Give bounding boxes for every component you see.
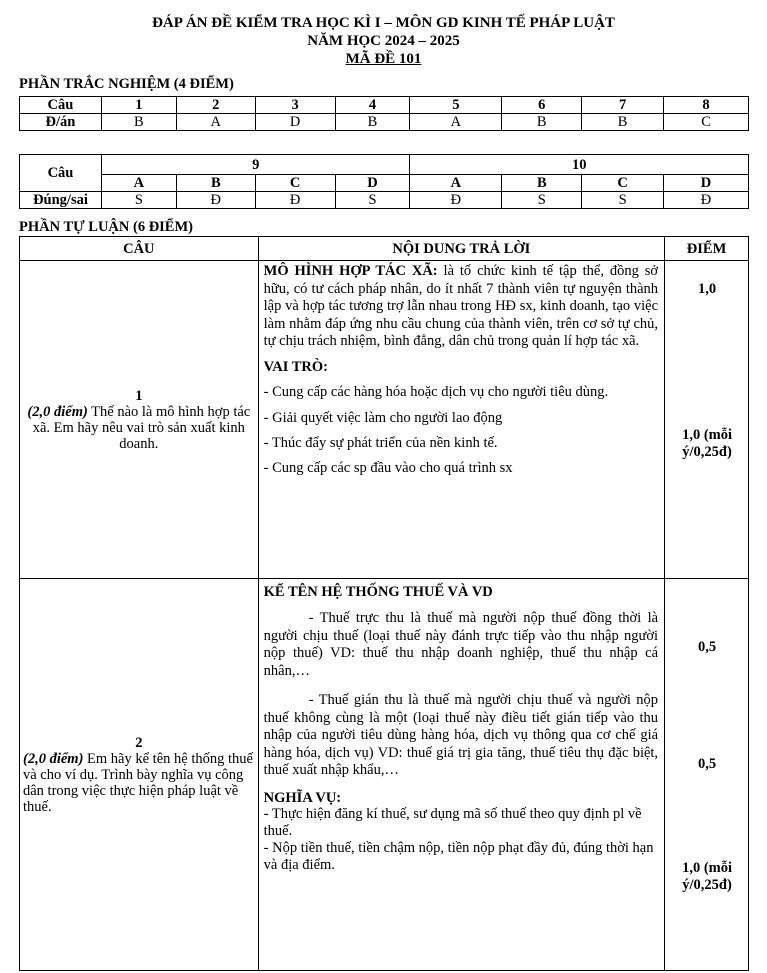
question-number: 6 [502,97,582,114]
points-direct: 0,5 [698,639,717,655]
role-item: - Thúc đẩy sự phát triển của nền kinh tế. [263,434,498,451]
sub-label: A [410,175,502,192]
definition-text: là tổ chức kinh tế tập thể, đồng sở hữu, có tư cách pháp nhân, do ít nhất 7 thành viên tự nguyện thành lập và hợp tác tương trợ lẫn nhau trong HĐ sx, kinh doanh, tạo việc làm nhằm đáp ứng nhu cầu chung của thành viên, trên cơ sở tự chủ, tự chịu trách nhiệm, bình đẳng, dân chủ trong quản lí hợp tác xã. [263,263,659,349]
answer-cell: S [101,192,176,209]
answer-cell: A [410,114,502,131]
answer-cell: B [502,114,582,131]
question-1-cell [20,261,259,579]
answer-cell: B [101,114,176,131]
sub-label: A [101,175,176,192]
definition-paragraph [264,263,658,351]
essay-table [19,236,749,971]
col-points-header: ĐIỂM [665,237,749,261]
direct-tax-paragraph: - Thuế trực thu là thuế mà người nộp thuế đồng thời là người chịu thuế (loại thuế này đánh trực tiếp vào thu nhập người nộp thuế) VD: thuế thu nhập doanh nghiệp, thuế thu nhập cá nhân,… [263,610,659,679]
score-label: (2,0 điểm) [27,403,88,420]
answer-cell: A [176,114,255,131]
duty-item: - Thực hiện đăng kí thuế, sư dụng mã số thuế theo quy định pl về thuế. [263,805,642,839]
points-1-cell [665,261,749,579]
answer-cell: Đ [176,192,255,209]
document-title: ĐÁP ÁN ĐỀ KIỂM TRA HỌC KÌ I – MÔN GD KINH TẾ PHÁP LUẬT [152,15,615,31]
question-number: 2 [176,97,255,114]
question-number-row [20,97,749,114]
essay-header-row [20,237,749,261]
multiple-choice-heading: PHẦN TRẮC NGHIỆM (4 ĐIỂM) [19,76,234,92]
question-number: 1 [101,97,176,114]
role-item: - Cung cấp các hàng hóa hoặc dịch vụ cho người tiêu dùng. [263,383,609,400]
sub-label: D [335,175,410,192]
row-label: Đúng/sai [20,192,102,209]
answer-row [20,114,749,131]
answer-cell: S [582,192,664,209]
exam-code: MÃ ĐỀ 101 [345,51,422,67]
sub-label: C [582,175,664,192]
score-label: (2,0 điểm) [23,750,84,767]
duty-item: - Nộp tiền thuế, tiền chậm nộp, tiền nộp phạt đầy đủ, đúng thời hạn và địa điểm. [263,839,654,873]
points-2-cell [665,579,749,971]
points-role: 1,0 (mỗi ý/0,25đ) [682,427,733,460]
row-label: Câu [20,97,102,114]
answer-2-content [258,579,664,971]
answer-cell: S [335,192,410,209]
answer-cell: C [664,114,749,131]
true-false-table [19,154,749,209]
question-number: 1 [135,387,143,404]
sub-label: D [664,175,749,192]
question-number: 4 [335,97,410,114]
points-definition: 1,0 [698,281,717,297]
prompt-text: Em hãy kể tên hệ thống thuế và cho ví dụ. Trình bày nghĩa vụ công dân trong việc thực hiện pháp luật về thuế. [23,750,253,815]
answer-1-content [258,261,664,579]
tax-title: KỂ TÊN HỆ THỐNG THUẾ VÀ VD [263,584,493,600]
question-2-cell [20,579,259,971]
row-label: Đ/án [20,114,102,131]
question-9-label: 9 [101,155,410,175]
points-indirect: 0,5 [698,756,717,772]
tf-sub-label-row [20,175,749,192]
role-item: - Giải quyết việc làm cho người lao động [263,409,503,426]
definition-title: MÔ HÌNH HỢP TÁC XÃ: [263,263,438,279]
question-10-label: 10 [410,155,749,175]
duty-title: NGHĨA VỤ: [263,789,342,806]
tf-answer-row [20,192,749,209]
role-title: VAI TRÒ: [263,358,328,375]
question-number: 2 [135,734,143,751]
question-number: 7 [582,97,664,114]
question-number: 8 [664,97,749,114]
role-item: - Cung cấp các sp đầu vào cho quá trình sx [263,459,513,476]
question-prompt [23,751,255,815]
row-label: Câu [20,155,102,192]
answer-cell: B [335,114,410,131]
question-number: 5 [410,97,502,114]
essay-row-q1 [20,261,749,579]
answer-cell: Đ [255,192,335,209]
sub-label: C [255,175,335,192]
col-question-header: CÂU [20,237,259,261]
question-prompt [23,404,255,452]
multiple-choice-table [19,96,749,131]
school-year: NĂM HỌC 2024 – 2025 [307,33,460,49]
question-number: 3 [255,97,335,114]
col-content-header: NỘI DUNG TRẢ LỜI [258,237,664,261]
sub-label: B [502,175,582,192]
sub-label: B [176,175,255,192]
essay-heading: PHẦN TỰ LUẬN (6 ĐIỂM) [19,219,193,235]
prompt-text: Thế nào là mô hình hợp tác xã. Em hãy nêu vai trò sản xuất kinh doanh. [32,403,251,452]
answer-cell: Đ [410,192,502,209]
answer-cell: S [502,192,582,209]
essay-row-q2 [20,579,749,971]
answer-cell: Đ [664,192,749,209]
answer-cell: B [582,114,664,131]
tf-header-row [20,155,749,175]
indirect-tax-paragraph: - Thuế gián thu là thuế mà người chịu thuế và người nộp thuế không cùng là một (loại thuế này điều tiết gián tiếp vào thu nhập của người tiêu dùng hàng hóa, dịch vụ thông qua cơ chế giá hàng hóa, dịch vụ) VD: thuế giá trị gia tăng, thuế tiêu thụ đặc biệt, thuế xuất nhập khẩu,… [263,692,659,778]
answer-cell: D [255,114,335,131]
points-duty: 1,0 (mỗi ý/0,25đ) [682,860,733,893]
